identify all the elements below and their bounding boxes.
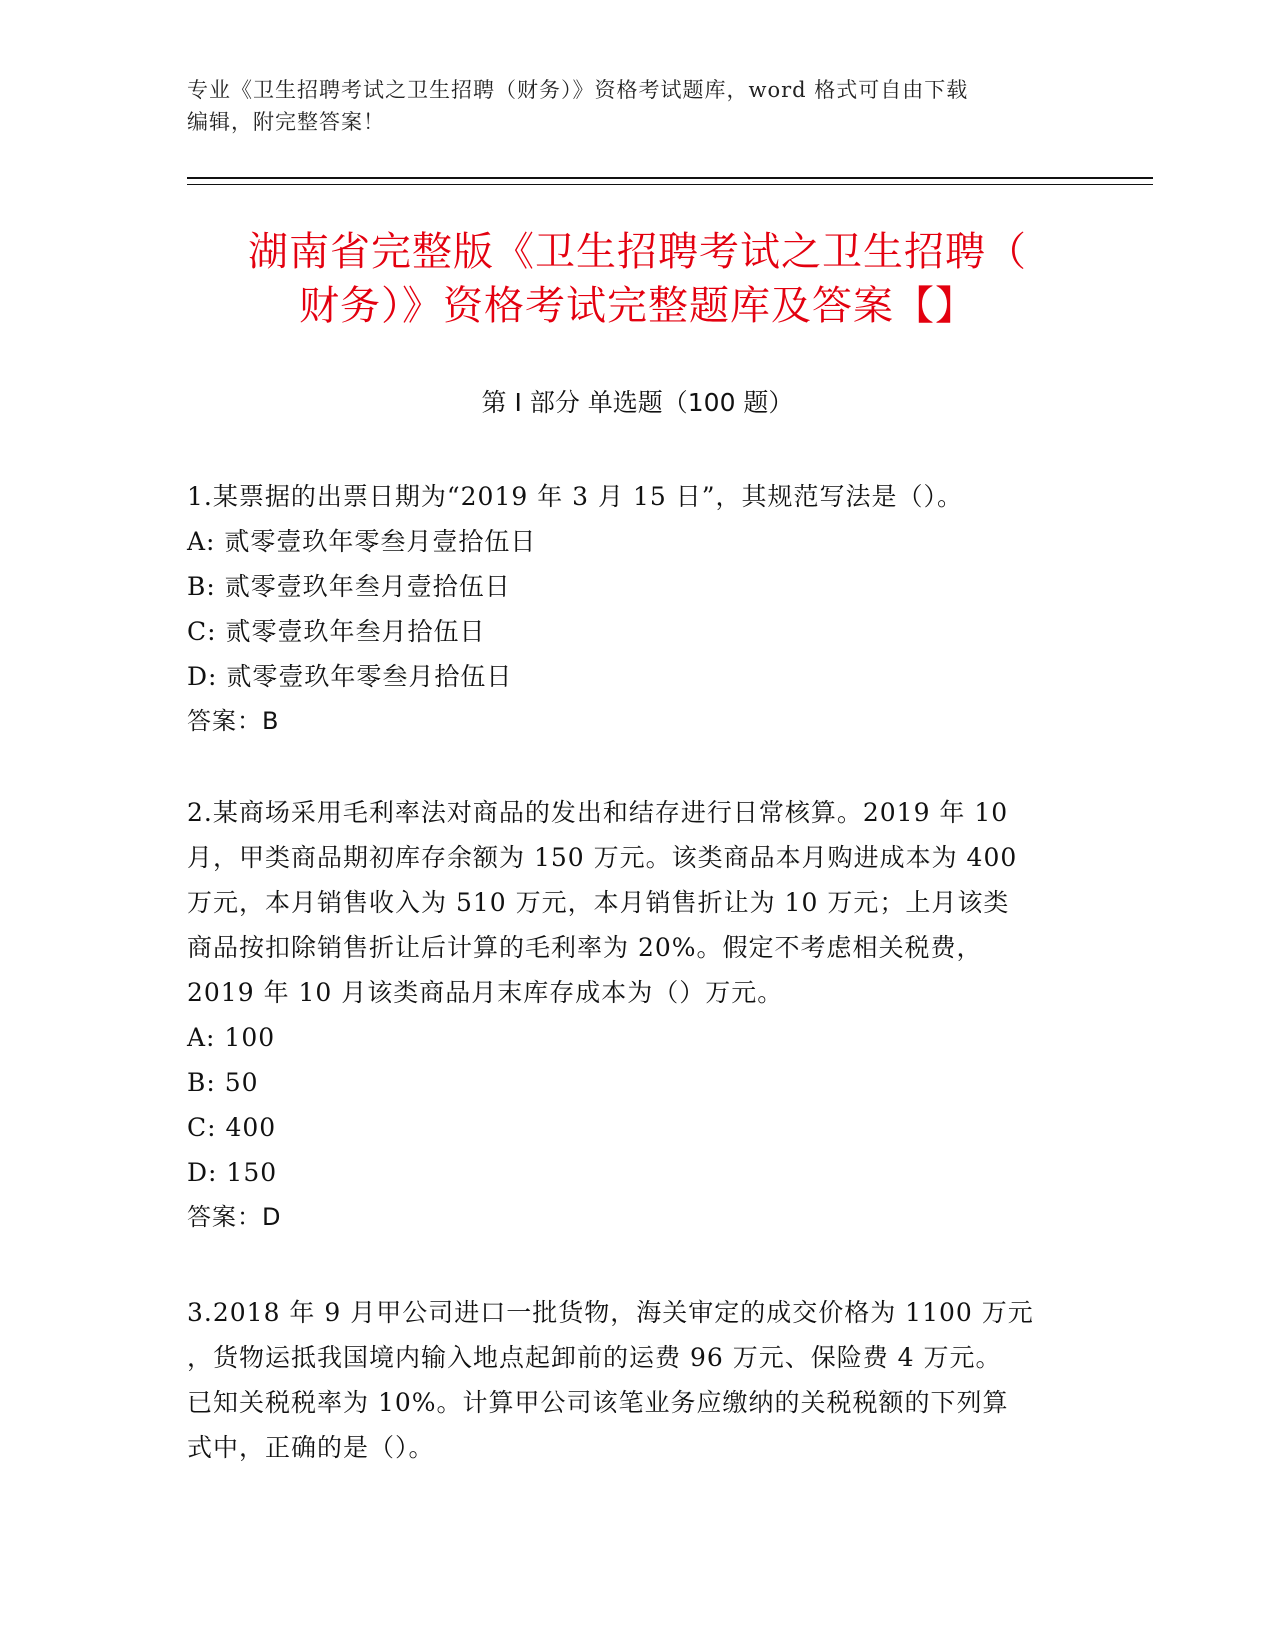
question-stem-line: ，货物运抵我国境内输入地点起卸前的运费 96 万元、保险费 4 万元。 — [187, 1343, 1002, 1372]
option-b: B: 贰零壹玖年叁月壹拾伍日 — [187, 572, 511, 601]
question-stem-line: 已知关税税率为 10%。计算甲公司该笔业务应缴纳的关税税额的下列算 — [187, 1388, 1009, 1417]
header-note-line: 编辑，附完整答案！ — [187, 110, 385, 134]
header-note-line: 专业《卫生招聘考试之卫生招聘（财务）》资格考试题库，word 格式可自由下载 — [187, 78, 969, 102]
question-stem-line: 2019 年 10 月该类商品月末库存成本为（）万元。 — [187, 978, 784, 1007]
question-3 — [187, 1290, 1077, 1470]
answer: 答案：B — [187, 707, 280, 735]
section-title: 第 I 部分 单选题（100 题） — [481, 388, 794, 417]
header-note — [187, 74, 1087, 138]
option-a: A: 100 — [187, 1023, 276, 1052]
question-stem-line: 万元，本月销售收入为 510 万元，本月销售折让为 10 万元；上月该类 — [187, 888, 1010, 917]
question-stem-line: 2.某商场采用毛利率法对商品的发出和结存进行日常核算。2019 年 10 — [187, 798, 1009, 827]
option-d: D: 150 — [187, 1158, 278, 1187]
header-divider-thin — [187, 184, 1153, 185]
document-title-line: 财务）》资格考试完整题库及答案【】 — [299, 283, 976, 329]
question-1 — [187, 474, 1077, 744]
document-title-line: 湖南省完整版《卫生招聘考试之卫生招聘（ — [248, 229, 1027, 275]
question-stem-line: 月，甲类商品期初库存余额为 150 万元。该类商品本月购进成本为 400 — [187, 843, 1018, 872]
answer: 答案：D — [187, 1203, 282, 1231]
option-c: C: 贰零壹玖年叁月拾伍日 — [187, 617, 486, 646]
question-stem-line: 商品按扣除销售折让后计算的毛利率为 20%。假定不考虑相关税费， — [187, 933, 983, 962]
question-stem-line: 3.2018 年 9 月甲公司进口一批货物，海关审定的成交价格为 1100 万元 — [187, 1298, 1034, 1327]
header-divider-thick — [187, 177, 1153, 179]
question-stem: 1.某票据的出票日期为“2019 年 3 月 15 日”，其规范写法是（）。 — [187, 482, 963, 511]
question-2 — [187, 790, 1077, 1240]
option-c: C: 400 — [187, 1113, 277, 1142]
option-b: B: 50 — [187, 1068, 259, 1097]
document-title — [130, 225, 1145, 333]
option-d: D: 贰零壹玖年零叁月拾伍日 — [187, 662, 513, 691]
question-stem-line: 式中，正确的是（）。 — [187, 1433, 435, 1462]
option-a: A: 贰零壹玖年零叁月壹拾伍日 — [187, 527, 537, 556]
